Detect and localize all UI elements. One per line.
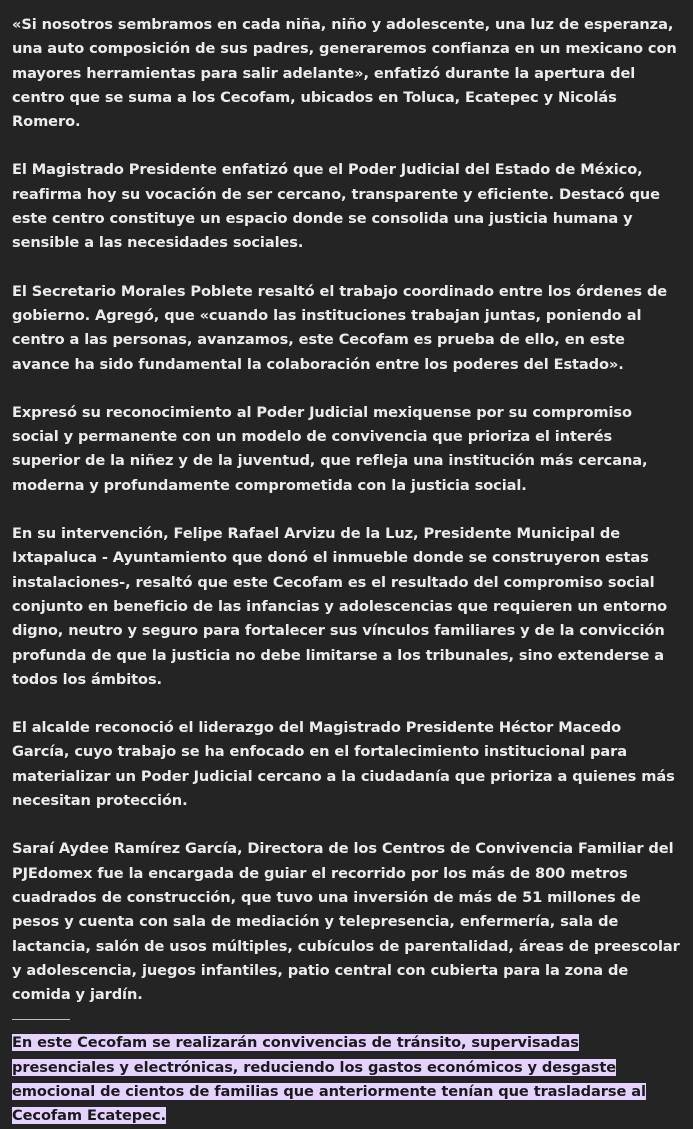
paragraph-magistrado: El Magistrado Presidente enfatizó que el Poder Judicial del Estado de México, reafirma hoy su vocación de ser cercano, transparente y eficiente. Destacó que este centro constituye un espacio donde se consolida una justicia humana y sensible a las necesidades sociales.	[12, 161, 660, 252]
paragraph-secretario: El Secretario Morales Poblete resaltó el trabajo coordinado entre los órdenes de gobierno. Agregó, que «cuando las instituciones trabajan juntas, poniendo al centro a las personas, avanzamos, este Cecofam es prueba de ello, en este avance ha sido fundamental la colaboración entre los poderes del Estado».	[12, 282, 668, 373]
footer-divider	[12, 1019, 70, 1020]
highlighted-paragraph	[12, 1031, 683, 1128]
paragraph-quote-opening: «Si nosotros sembramos en cada niña, niño y adolescente, una luz de esperanza, una auto composición de sus padres, generaremos confianza en un mexicano con mayores herramientas para salir adelante», enfatizó durante la apertura del centro que se suma a los Cecofam, ubicados en Toluca, Ecatepec y Nicolás Romero.	[12, 16, 677, 131]
paragraph-directora: Saraí Aydee Ramírez García, Directora de los Centros de Convivencia Familiar del PJEdomex fue la encargada de guiar el recorrido por los más de 800 metros cuadrados de construcción, que tuvo una inversión de más de 51 millones de pesos y cuenta con sala de mediación y telepresencia, enfermería, sala de lactancia, salón de usos múltiples, cubículos de parentalidad, áreas de preescolar y adolescencia, juegos infantiles, patio central con cubierta para la zona de comida y jardín.	[12, 840, 680, 1004]
paragraph-reconocimiento: Expresó su reconocimiento al Poder Judicial mexiquense por su compromiso social y permanente con un modelo de convivencia que prioriza el interés superior de la niñez y de la juventud, que refleja una institución más cercana, moderna y profundamente comprometida con la justicia social.	[12, 403, 648, 494]
highlighted-text: En este Cecofam se realizarán convivencias de tránsito, supervisadas presenciales y electrónicas, reduciendo los gastos económicos y desgaste emocional de cientos de familias que anteriormente tenían que trasladarse al Cecofam Ecatepec.	[12, 1034, 646, 1125]
paragraph-intervencion: En su intervención, Felipe Rafael Arvizu de la Luz, Presidente Municipal de Ixtapaluca - Ayuntamiento que donó el inmueble donde se construyeron estas instalaciones-, resaltó que este Cecofam es el resultado del compromiso social conjunto en beneficio de las infancias y adolescencias que requieren un entorno digno, neutro y seguro para fortalecer sus vínculos familiares y de la convicción profunda de que la justicia no debe limitarse a los tribunales, sino extenderse a todos los ámbitos.	[12, 525, 668, 688]
paragraph-alcalde: El alcalde reconoció el liderazgo del Magistrado Presidente Héctor Macedo García, cuyo trabajo se ha enfocado en el fortalecimiento institucional para materializar un Poder Judicial cercano a la ciudadanía que prioriza a quienes más necesitan protección.	[12, 719, 675, 810]
